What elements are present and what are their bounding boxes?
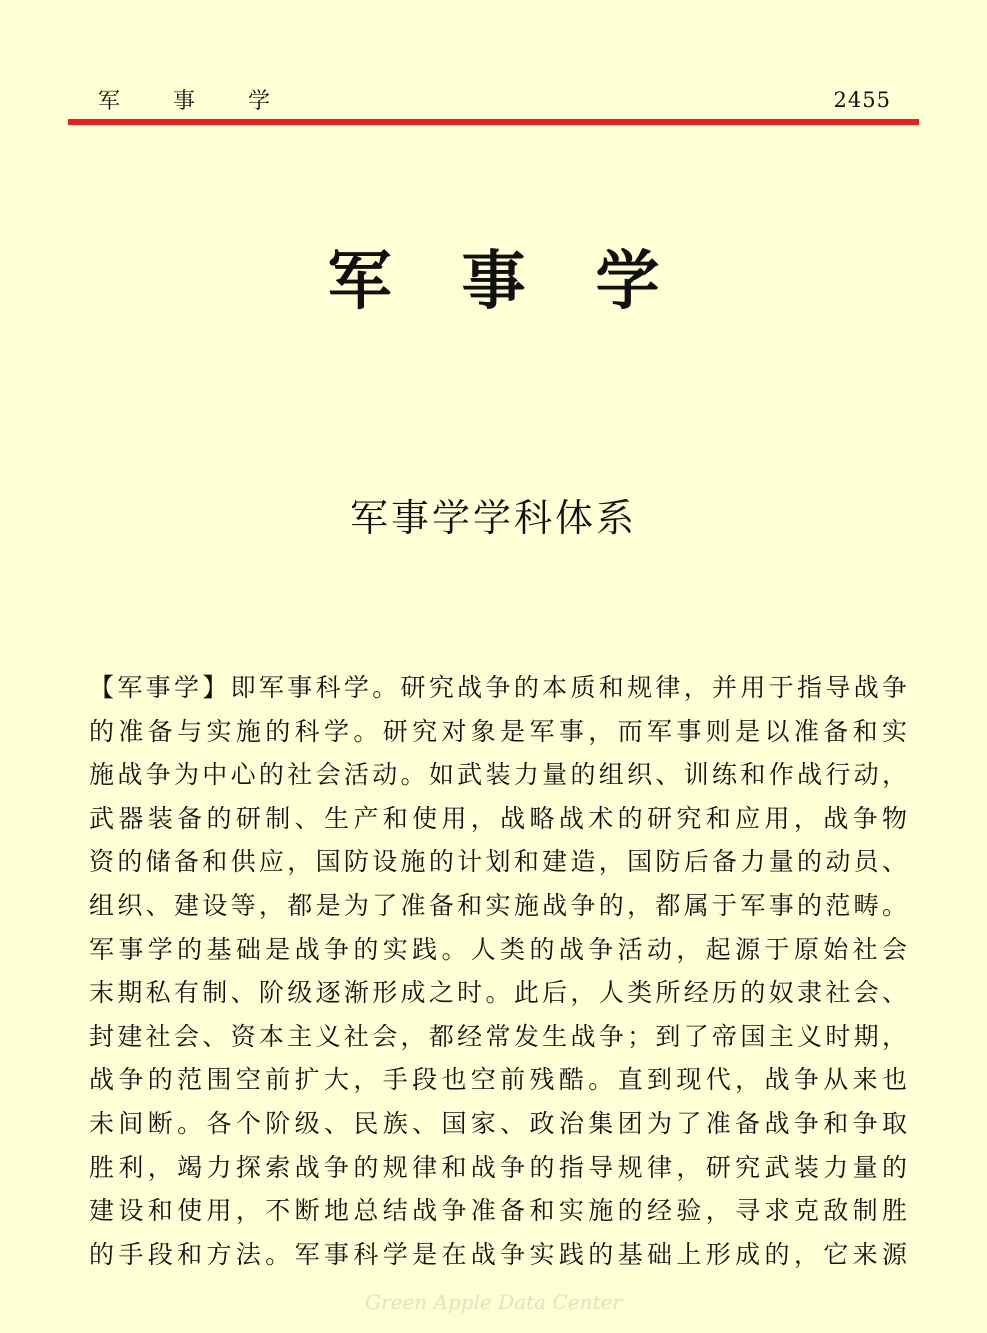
- running-head-char: 军: [98, 89, 121, 114]
- page-number: 2455: [833, 88, 891, 112]
- text-line: 的准备与实施的科学。研究对象是军事，而军事则是以准备和实: [89, 716, 907, 746]
- running-head-char: 事: [173, 89, 196, 114]
- text-line: 的手段和方法。军事科学是在战争实践的基础上形成的，它来源: [89, 1239, 907, 1269]
- body-text: [89, 666, 907, 1276]
- text-line: 武器装备的研制、生产和使用，战略战术的研究和应用，战争物: [89, 803, 907, 833]
- text-line: 未间断。各个阶级、民族、国家、政治集团为了准备战争和争取: [89, 1108, 907, 1138]
- text-line: 封建社会、资本主义社会，都经常发生战争；到了帝国主义时期，: [89, 1021, 907, 1051]
- text-line: 组织、建设等，都是为了准备和实施战争的，都属于军事的范畴。: [89, 890, 907, 920]
- text-line: 军事学的基础是战争的实践。人类的战争活动，起源于原始社会: [89, 934, 907, 964]
- text-line: 建设和使用，不断地总结战争准备和实施的经验，寻求克敌制胜: [89, 1196, 907, 1226]
- text-line: 战争的范围空前扩大，手段也空前残酷。直到现代，战争从来也: [89, 1065, 907, 1095]
- text-line: 施战争为中心的社会活动。如武装力量的组织、训练和作战行动，: [89, 760, 907, 790]
- running-head: [98, 84, 323, 115]
- chapter-title: 军事学: [327, 245, 730, 319]
- header-rule: [68, 119, 919, 125]
- text-line: 资的储备和供应，国防设施的计划和建造，国防后备力量的动员、: [89, 847, 907, 877]
- text-line: 末期私有制、阶级逐渐形成之时。此后，人类所经历的奴隶社会、: [89, 978, 907, 1008]
- text-line: 胜利，竭力探索战争的规律和战争的指导规律，研究武装力量的: [89, 1152, 907, 1182]
- running-head-char: 学: [248, 89, 271, 114]
- text-line: 【军事学】即军事科学。研究战争的本质和规律，并用于指导战争: [89, 673, 907, 702]
- section-title: 军事学学科体系: [349, 496, 637, 540]
- watermark: Green Apple Data Center: [365, 1290, 622, 1314]
